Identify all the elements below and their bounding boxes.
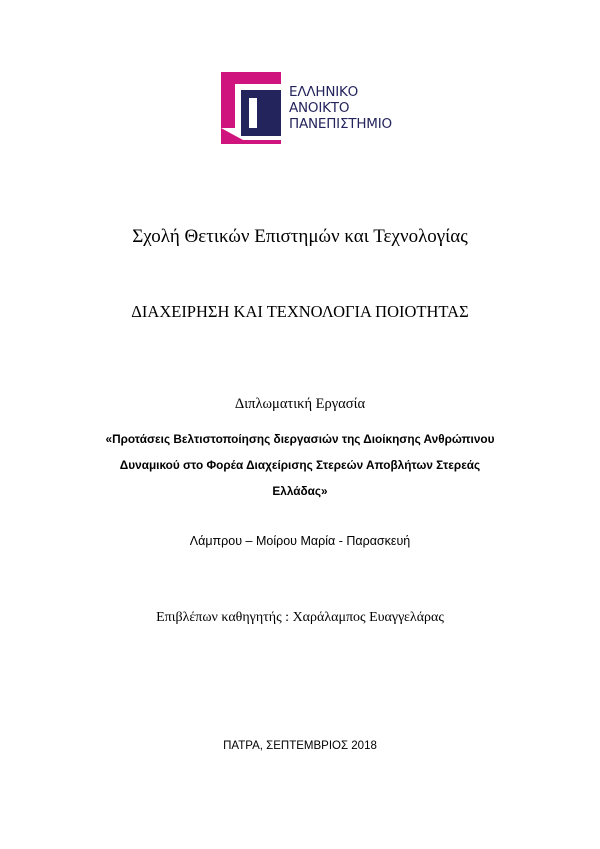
program-name: ΔΙΑΧΕΙΡΗΣΗ ΚΑΙ ΤΕΧΝΟΛΟΓΙΑ ΠΟΙΟΤΗΤΑΣ [131, 302, 469, 321]
logo-line: ΠΑΝΕΠΙΣΤΗΜΙΟ [289, 116, 392, 132]
school-name: Σχολή Θετικών Επιστημών και Τεχνολογίας [132, 226, 468, 247]
place-date: ΠΑΤΡΑ, ΣΕΠΤΕΜΒΡΙΟΣ 2018 [223, 740, 377, 752]
logo-wordmark [289, 84, 392, 132]
author-name: Λάμπρου – Μοίρου Μαρία - Παρασκευή [189, 534, 411, 548]
university-logo [221, 72, 411, 144]
university-logo-icon [221, 72, 287, 144]
thesis-title-line: Ελλάδας» [272, 484, 328, 498]
logo-line: ΕΛΛΗΝΙΚΟ [289, 84, 359, 100]
thesis-title-line: Δυναμικού στο Φορέα Διαχείρισης Στερεών Αποβλήτων Στερεάς [119, 458, 481, 472]
logo-line: ΑΝΟΙΚΤΟ [289, 100, 350, 116]
thesis-type: Διπλωματική Εργασία [234, 396, 366, 412]
supervisor: Επιβλέπων καθηγητής : Χαράλαμπος Ευαγγελάρας [156, 610, 444, 625]
thesis-title [80, 426, 520, 504]
thesis-title-line: «Προτάσεις Βελτιστοποίησης διεργασιών της Διοίκησης Ανθρώπινου [105, 432, 495, 446]
